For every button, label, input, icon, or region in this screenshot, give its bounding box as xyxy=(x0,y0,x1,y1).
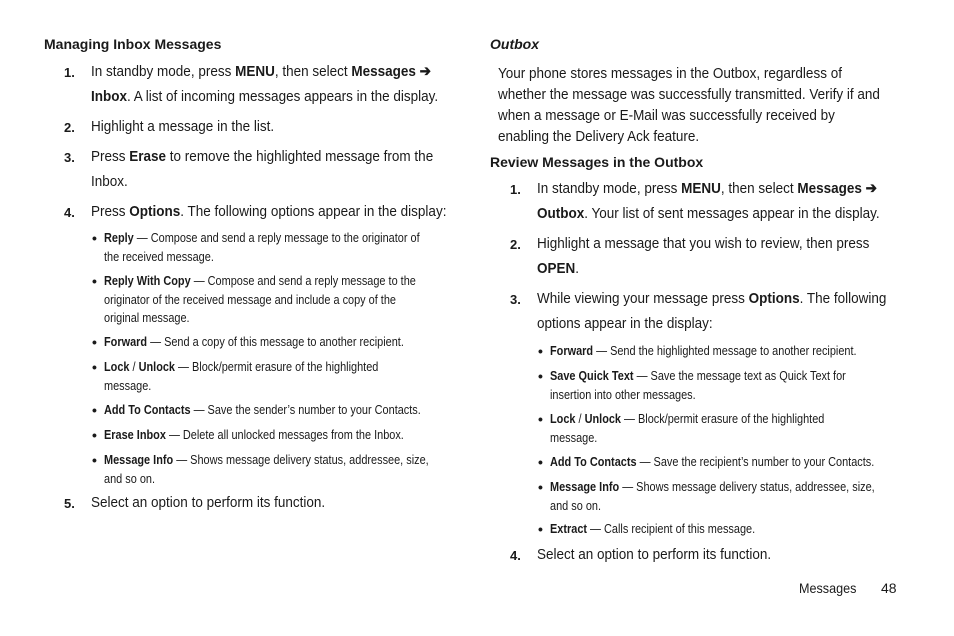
text-run: Highlight a message in the list. xyxy=(91,118,275,135)
text-run: — Block/permit erasure of the highlighted xyxy=(175,359,379,374)
text-run: Select an option to perform its function. xyxy=(91,494,326,511)
text-run: . xyxy=(575,260,580,277)
step-text xyxy=(91,59,438,109)
bullet-icon: • xyxy=(92,427,97,443)
text-line xyxy=(91,199,446,224)
text-run: the received message. xyxy=(104,248,214,264)
bullet-text xyxy=(104,451,429,488)
bullet-text xyxy=(550,478,875,515)
text-line xyxy=(91,490,325,515)
paragraph-line: whether the message was successfully transmitted. Verify if and xyxy=(498,86,880,103)
bullet-icon: • xyxy=(538,454,543,470)
text-line xyxy=(91,114,274,139)
bold-term: Forward xyxy=(104,334,148,349)
text-run: / xyxy=(129,359,139,374)
bullet-icon: • xyxy=(92,452,97,468)
text-line xyxy=(104,291,416,310)
text-run: — Calls recipient of this message. xyxy=(587,521,756,536)
text-line xyxy=(537,286,886,311)
bullet-icon: • xyxy=(538,521,543,537)
paragraph-line: enabling the Delivery Ack feature. xyxy=(498,128,700,145)
text-run: Highlight a message that you wish to review, then press xyxy=(537,235,870,252)
bullet-text xyxy=(104,229,420,266)
text-line xyxy=(550,410,824,429)
text-line xyxy=(550,386,846,405)
bullet-icon: • xyxy=(538,343,543,359)
text-run: — Send a copy of this message to another recipient. xyxy=(147,334,404,349)
text-run: Inbox. xyxy=(91,173,128,190)
text-line xyxy=(550,453,874,472)
bullet-icon: • xyxy=(92,273,97,289)
text-run: . The following xyxy=(799,290,887,307)
text-run: — Block/permit erasure of the highlighted xyxy=(621,411,825,426)
text-line xyxy=(104,309,416,328)
bold-term: MENU xyxy=(681,180,721,197)
text-run: — Shows message delivery status, addressee, size, xyxy=(173,452,429,467)
subsection-heading: Review Messages in the Outbox xyxy=(490,154,704,170)
step-text xyxy=(537,542,771,567)
text-run: — Delete all unlocked messages from the Inbox. xyxy=(165,427,404,442)
intro-paragraph xyxy=(498,63,880,147)
step-text xyxy=(91,199,446,224)
text-run: insertion into other messages. xyxy=(550,386,696,402)
paragraph-line: when a message or E-Mail was successfully received by xyxy=(498,107,835,124)
bold-term: Options xyxy=(748,290,800,307)
text-run: to remove the highlighted message from the xyxy=(166,148,434,165)
text-run: message. xyxy=(104,377,152,393)
section-heading: Outbox xyxy=(490,36,539,52)
text-run: In standby mode, press xyxy=(537,180,682,197)
step-text xyxy=(537,176,880,226)
text-line xyxy=(550,429,824,448)
bullet-icon: • xyxy=(92,359,97,375)
text-run: and so on. xyxy=(104,470,156,486)
text-run: In standby mode, press xyxy=(91,63,236,80)
text-run: . A list of incoming messages appears in the display. xyxy=(127,88,439,105)
bullet-text xyxy=(104,272,416,328)
step-number: 3. xyxy=(64,150,75,165)
bold-term: Message Info xyxy=(104,452,174,467)
text-run: — Compose and send a reply message to the originator of xyxy=(133,230,420,245)
bold-term: Lock xyxy=(550,411,576,426)
text-run: Press xyxy=(91,203,130,220)
text-line xyxy=(104,426,404,445)
step-text xyxy=(537,231,869,281)
text-line xyxy=(104,272,416,291)
bullet-text xyxy=(104,426,404,445)
text-line xyxy=(537,176,880,201)
bold-term: Outbox xyxy=(537,205,585,222)
bold-term: Options xyxy=(129,203,181,220)
bold-term: Save Quick Text xyxy=(550,368,634,383)
text-line xyxy=(537,256,869,281)
step-text xyxy=(91,144,433,194)
text-line xyxy=(550,367,846,386)
text-run: , then select xyxy=(720,180,798,197)
text-run: Select an option to perform its function. xyxy=(537,546,772,563)
step-number: 2. xyxy=(64,120,75,135)
bullet-icon: • xyxy=(92,230,97,246)
text-run: message. xyxy=(550,429,598,445)
bullet-icon: • xyxy=(538,479,543,495)
bullet-icon: • xyxy=(92,334,97,350)
text-line xyxy=(91,84,438,109)
bullet-text xyxy=(550,342,857,361)
bold-term: Reply xyxy=(104,230,134,245)
footer-section-name: Messages xyxy=(799,580,857,596)
text-run: — Save the recipient’s number to your Contacts. xyxy=(636,454,875,469)
bullet-icon: • xyxy=(92,402,97,418)
text-line xyxy=(537,542,771,567)
step-number: 5. xyxy=(64,496,75,511)
bullet-icon: • xyxy=(538,368,543,384)
text-run: — Save the message text as Quick Text for xyxy=(633,368,846,383)
bold-term: Reply With Copy xyxy=(104,273,191,288)
bold-term: Add To Contacts xyxy=(550,454,637,469)
text-line xyxy=(537,231,869,256)
bold-term: Forward xyxy=(550,343,594,358)
text-line xyxy=(104,377,378,396)
text-run: original message. xyxy=(104,310,190,325)
text-line xyxy=(91,59,438,84)
text-line xyxy=(104,401,421,420)
bold-term: Messages ➔ xyxy=(797,180,878,197)
text-run: . The following options appear in the display: xyxy=(180,203,447,220)
step-text xyxy=(537,286,886,336)
step-text xyxy=(91,490,325,515)
bullet-text xyxy=(104,333,404,352)
text-line xyxy=(104,333,404,352)
text-line xyxy=(104,358,378,377)
text-run: — Shows message delivery status, addressee, size, xyxy=(619,479,875,494)
bullet-text xyxy=(104,358,378,395)
step-number: 4. xyxy=(64,205,75,220)
bullet-text xyxy=(104,401,421,420)
bullet-icon: • xyxy=(538,411,543,427)
text-run: — Send the highlighted message to another recipient. xyxy=(593,343,857,358)
step-number: 1. xyxy=(510,182,521,197)
bold-term: MENU xyxy=(235,63,275,80)
step-number: 2. xyxy=(510,237,521,252)
text-line xyxy=(550,478,875,497)
step-text xyxy=(91,114,274,139)
text-run: — Compose and send a reply message to the xyxy=(190,273,416,288)
text-run: and so on. xyxy=(550,497,602,513)
text-run: originator of the received message and include a copy of the xyxy=(104,291,396,307)
text-line xyxy=(104,451,429,470)
step-number: 3. xyxy=(510,292,521,307)
bullet-text xyxy=(550,453,874,472)
bold-term: Inbox xyxy=(91,88,127,105)
text-run: , then select xyxy=(274,63,352,80)
bold-term: Unlock xyxy=(138,359,176,374)
text-line xyxy=(91,144,433,169)
bold-term: Message Info xyxy=(550,479,620,494)
text-run: Press xyxy=(91,148,130,165)
paragraph-line: Your phone stores messages in the Outbox, regardless of xyxy=(498,65,842,82)
text-line xyxy=(104,470,429,489)
bullet-text xyxy=(550,367,846,404)
text-line xyxy=(550,342,857,361)
text-run: — Save the sender’s number to your Contacts. xyxy=(190,402,421,417)
bold-term: Lock xyxy=(104,359,130,374)
text-line xyxy=(550,520,755,539)
text-line xyxy=(537,311,886,336)
bold-term: Extract xyxy=(550,521,588,536)
bold-term: Erase Inbox xyxy=(104,427,166,442)
bold-term: Messages ➔ xyxy=(351,63,432,80)
text-run: options appear in the display: xyxy=(537,315,713,332)
bullet-text xyxy=(550,520,755,539)
text-line xyxy=(550,497,875,516)
bullet-text xyxy=(550,410,824,447)
text-run: . Your list of sent messages appear in the display. xyxy=(584,205,880,222)
text-run: / xyxy=(575,411,585,426)
step-number: 1. xyxy=(64,65,75,80)
bold-term: Erase xyxy=(129,148,167,165)
section-heading: Managing Inbox Messages xyxy=(44,36,222,52)
step-number: 4. xyxy=(510,548,521,563)
text-run: While viewing your message press xyxy=(537,290,749,307)
page-number: 48 xyxy=(881,580,897,596)
bold-term: OPEN xyxy=(537,260,576,277)
text-line xyxy=(91,169,433,194)
text-line xyxy=(537,201,880,226)
text-line xyxy=(104,229,420,248)
text-line xyxy=(104,248,420,267)
bold-term: Unlock xyxy=(584,411,622,426)
bold-term: Add To Contacts xyxy=(104,402,191,417)
